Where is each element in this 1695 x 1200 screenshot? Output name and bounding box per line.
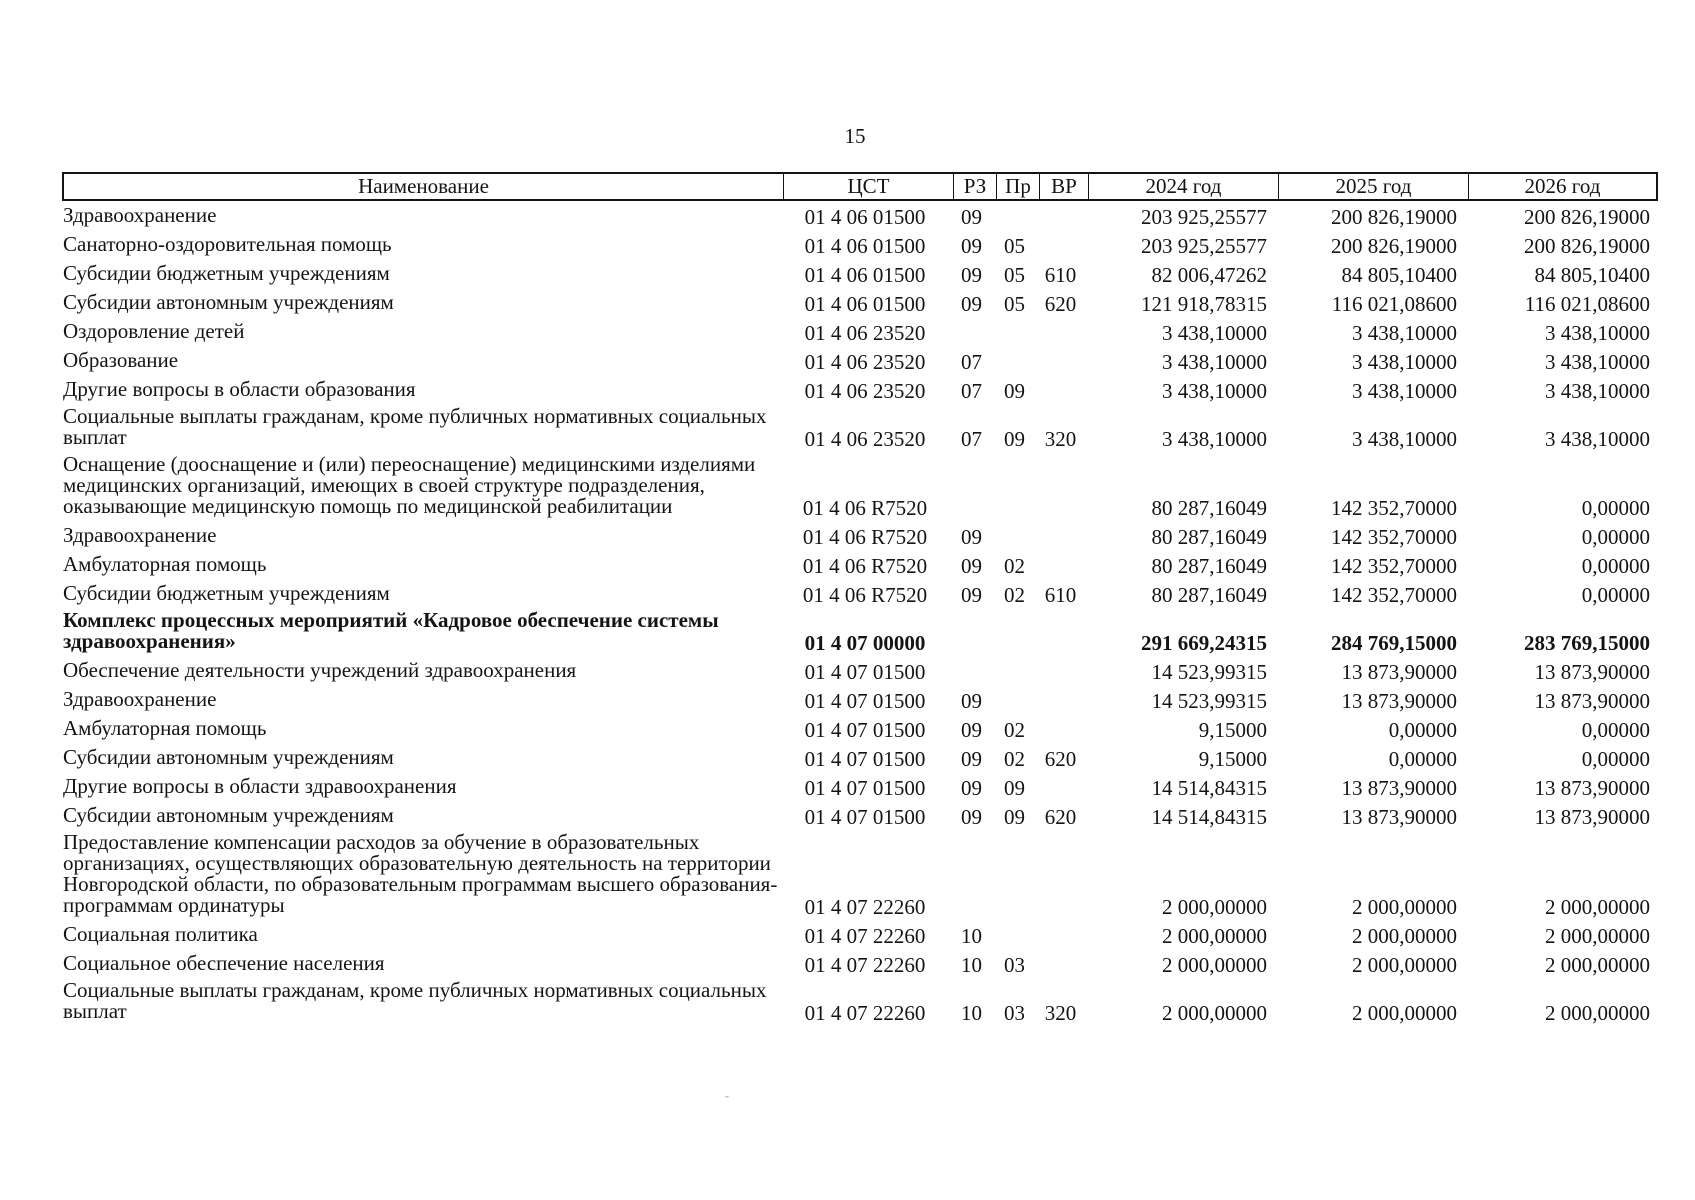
cell-y2024: 80 287,16049 (1151, 583, 1267, 607)
table-row (62, 608, 1658, 656)
cell-y2026: 200 826,19000 (1524, 205, 1650, 229)
cell-cst: 01 4 06 23520 (804, 350, 926, 374)
cell-name: Социальная политика (63, 922, 258, 946)
cell-vr: 320 (1044, 427, 1077, 451)
cell-y2026: 2 000,00000 (1545, 895, 1650, 919)
cell-name: Оздоровление детей (63, 319, 245, 343)
cell-name: Другие вопросы в области здравоохранения (63, 774, 457, 798)
cell-y2024: 14 514,84315 (1151, 776, 1267, 800)
cell-y2026: 2 000,00000 (1545, 924, 1650, 948)
cell-cst: 01 4 06 23520 (804, 379, 926, 403)
cell-rz: 10 (961, 953, 982, 977)
table-row (62, 230, 1658, 259)
cell-y2025: 142 352,70000 (1331, 525, 1457, 549)
cell-name: Социальное обеспечение населения (63, 951, 385, 975)
cell-y2025: 116 021,08600 (1331, 292, 1457, 316)
table-row (62, 949, 1658, 978)
cell-y2024: 2 000,00000 (1162, 895, 1267, 919)
cell-rz: 09 (961, 718, 982, 742)
cell-y2026: 13 873,90000 (1534, 660, 1650, 684)
cell-pr: 02 (1004, 583, 1025, 607)
cell-y2024: 3 438,10000 (1162, 350, 1267, 374)
cell-y2026: 84 805,10400 (1534, 263, 1650, 287)
cell-y2024: 9,15000 (1198, 747, 1267, 771)
cell-vr: 620 (1044, 292, 1077, 316)
cell-y2026: 3 438,10000 (1545, 379, 1650, 403)
header-2024: 2024 год (1089, 174, 1279, 199)
cell-y2026: 0,00000 (1581, 747, 1650, 771)
cell-y2026: 13 873,90000 (1534, 776, 1650, 800)
table-row (62, 772, 1658, 801)
cell-y2026: 3 438,10000 (1545, 427, 1650, 451)
cell-vr: 620 (1044, 747, 1077, 771)
cell-y2025: 200 826,19000 (1331, 205, 1457, 229)
cell-pr: 02 (1004, 718, 1025, 742)
cell-name: Субсидии бюджетным учреждениям (63, 261, 390, 285)
cell-cst: 01 4 06 23520 (804, 321, 926, 345)
cell-y2024: 203 925,25577 (1141, 234, 1267, 258)
cell-pr: 09 (1004, 805, 1025, 829)
header-cst: ЦСТ (784, 174, 954, 199)
cell-rz: 10 (961, 924, 982, 948)
cell-y2024: 3 438,10000 (1162, 427, 1267, 451)
cell-y2026: 116 021,08600 (1524, 292, 1650, 316)
table-row (62, 375, 1658, 404)
table-row (62, 346, 1658, 375)
table-row (62, 317, 1658, 346)
cell-name: Здравоохранение (63, 687, 217, 711)
cell-pr: 02 (1004, 554, 1025, 578)
cell-y2024: 291 669,24315 (1141, 631, 1267, 655)
cell-y2025: 13 873,90000 (1341, 776, 1457, 800)
cell-name: Санаторно-оздоровительная помощь (63, 232, 392, 256)
table-row (62, 579, 1658, 608)
cell-y2025: 142 352,70000 (1331, 554, 1457, 578)
cell-y2025: 200 826,19000 (1331, 234, 1457, 258)
cell-y2024: 14 523,99315 (1151, 660, 1267, 684)
cell-pr: 02 (1004, 747, 1025, 771)
cell-y2026: 200 826,19000 (1524, 234, 1650, 258)
cell-rz: 09 (961, 583, 982, 607)
table-row (62, 201, 1658, 230)
cell-y2024: 82 006,47262 (1151, 263, 1267, 287)
cell-y2024: 2 000,00000 (1162, 924, 1267, 948)
header-vr: ВР (1040, 174, 1089, 199)
cell-pr: 09 (1004, 379, 1025, 403)
cell-rz: 09 (961, 263, 982, 287)
cell-cst: 01 4 06 01500 (804, 205, 926, 229)
cell-rz: 09 (961, 205, 982, 229)
cell-rz: 07 (961, 379, 982, 403)
cell-y2025: 284 769,15000 (1331, 631, 1457, 655)
cell-y2024: 2 000,00000 (1162, 953, 1267, 977)
cell-pr: 09 (1004, 427, 1025, 451)
cell-rz: 07 (961, 427, 982, 451)
cell-y2025: 3 438,10000 (1352, 321, 1457, 345)
cell-name: Социальные выплаты гражданам, кроме публичных нормативных социальных выплат (63, 978, 767, 1023)
cell-cst: 01 4 06 R7520 (802, 525, 928, 549)
cell-name: Амбулаторная помощь (63, 552, 267, 576)
cell-y2024: 2 000,00000 (1162, 1001, 1267, 1025)
cell-name: Образование (63, 348, 179, 372)
table-row (62, 259, 1658, 288)
cell-y2024: 80 287,16049 (1151, 554, 1267, 578)
cell-y2024: 3 438,10000 (1162, 321, 1267, 345)
table-row (62, 714, 1658, 743)
cell-y2024: 121 918,78315 (1141, 292, 1267, 316)
table-row (62, 521, 1658, 550)
cell-cst: 01 4 06 01500 (804, 292, 926, 316)
cell-cst: 01 4 07 01500 (804, 689, 926, 713)
cell-name: Здравоохранение (63, 523, 217, 547)
cell-cst: 01 4 06 01500 (804, 234, 926, 258)
table-row (62, 656, 1658, 685)
cell-y2025: 13 873,90000 (1341, 805, 1457, 829)
cell-cst: 01 4 06 R7520 (802, 583, 928, 607)
cell-y2024: 9,15000 (1198, 718, 1267, 742)
table-row (62, 404, 1658, 452)
cell-y2026: 0,00000 (1581, 525, 1650, 549)
cell-name: Субсидии бюджетным учреждениям (63, 581, 390, 605)
cell-y2025: 142 352,70000 (1331, 496, 1457, 520)
cell-y2026: 283 769,15000 (1524, 631, 1650, 655)
header-2026: 2026 год (1524, 174, 1601, 198)
cell-cst: 01 4 07 01500 (804, 805, 926, 829)
cell-y2025: 2 000,00000 (1352, 895, 1457, 919)
cell-y2026: 13 873,90000 (1534, 805, 1650, 829)
cell-y2026: 0,00000 (1581, 718, 1650, 742)
cell-y2024: 14 514,84315 (1151, 805, 1267, 829)
cell-cst: 01 4 06 01500 (804, 263, 926, 287)
cell-cst: 01 4 07 22260 (804, 924, 926, 948)
cell-y2025: 13 873,90000 (1341, 660, 1457, 684)
cell-rz: 09 (961, 805, 982, 829)
cell-pr: 03 (1004, 1001, 1025, 1025)
cell-y2025: 2 000,00000 (1352, 1001, 1457, 1025)
cell-vr: 620 (1044, 805, 1077, 829)
cell-y2025: 3 438,10000 (1352, 379, 1457, 403)
cell-name: Субсидии автономным учреждениям (63, 745, 394, 769)
cell-rz: 09 (961, 554, 982, 578)
cell-y2024: 3 438,10000 (1162, 379, 1267, 403)
cell-rz: 09 (961, 747, 982, 771)
page-number: 15 (844, 124, 866, 148)
cell-y2026: 2 000,00000 (1545, 953, 1650, 977)
cell-y2025: 3 438,10000 (1352, 350, 1457, 374)
cell-y2025: 142 352,70000 (1331, 583, 1457, 607)
cell-y2026: 0,00000 (1581, 554, 1650, 578)
cell-y2026: 2 000,00000 (1545, 1001, 1650, 1025)
cell-vr: 610 (1044, 583, 1077, 607)
table-row (62, 801, 1658, 830)
header-name: Наименование (64, 174, 784, 199)
cell-y2024: 80 287,16049 (1151, 525, 1267, 549)
cell-pr: 05 (1004, 292, 1025, 316)
cell-name: Оснащение (дооснащение и (или) переоснащение) медицинскими изделиями медицинских организаций, имеющих в своей структуре подразделения, оказывающие медицинскую помощь по медицинской реабилитации (63, 452, 756, 518)
cell-cst: 01 4 06 R7520 (802, 554, 928, 578)
table-row (62, 685, 1658, 714)
table-row (62, 830, 1658, 920)
cell-vr: 320 (1044, 1001, 1077, 1025)
table-body (62, 201, 1658, 1026)
cell-rz: 09 (961, 776, 982, 800)
cell-y2025: 84 805,10400 (1341, 263, 1457, 287)
cell-y2026: 3 438,10000 (1545, 350, 1650, 374)
cell-name: Амбулаторная помощь (63, 716, 267, 740)
cell-y2024: 80 287,16049 (1151, 496, 1267, 520)
table-row (62, 452, 1658, 521)
cell-cst: 01 4 07 22260 (804, 895, 926, 919)
header-pr: Пр (997, 174, 1040, 199)
cell-cst: 01 4 06 23520 (804, 427, 926, 451)
cell-y2025: 13 873,90000 (1341, 689, 1457, 713)
cell-rz: 10 (961, 1001, 982, 1025)
table-header (62, 172, 1658, 201)
scan-mark: ˇ (725, 1093, 729, 1107)
cell-cst: 01 4 07 01500 (804, 660, 926, 684)
cell-rz: 09 (961, 525, 982, 549)
cell-y2026: 3 438,10000 (1545, 321, 1650, 345)
cell-cst: 01 4 07 22260 (804, 1001, 926, 1025)
table-row (62, 743, 1658, 772)
cell-pr: 03 (1004, 953, 1025, 977)
header-rz: РЗ (954, 174, 997, 199)
cell-y2026: 0,00000 (1581, 583, 1650, 607)
cell-cst: 01 4 07 00000 (804, 631, 926, 655)
cell-y2024: 14 523,99315 (1151, 689, 1267, 713)
cell-rz: 07 (961, 350, 982, 374)
cell-rz: 09 (961, 234, 982, 258)
cell-cst: 01 4 07 22260 (804, 953, 926, 977)
cell-y2025: 3 438,10000 (1352, 427, 1457, 451)
cell-y2025: 2 000,00000 (1352, 924, 1457, 948)
cell-y2024: 203 925,25577 (1141, 205, 1267, 229)
cell-pr: 05 (1004, 263, 1025, 287)
cell-y2025: 0,00000 (1388, 747, 1457, 771)
cell-name: Субсидии автономным учреждениям (63, 803, 394, 827)
cell-y2025: 0,00000 (1388, 718, 1457, 742)
cell-cst: 01 4 07 01500 (804, 747, 926, 771)
cell-name: Обеспечение деятельности учреждений здравоохранения (63, 658, 577, 682)
cell-vr: 610 (1044, 263, 1077, 287)
cell-pr: 05 (1004, 234, 1025, 258)
cell-name: Комплекс процессных мероприятий «Кадровое обеспечение системы здравоохранения» (63, 608, 719, 653)
cell-pr: 09 (1004, 776, 1025, 800)
cell-y2026: 13 873,90000 (1534, 689, 1650, 713)
cell-y2026: 0,00000 (1581, 496, 1650, 520)
table-row (62, 978, 1658, 1026)
header-2025: 2025 год (1279, 174, 1469, 199)
cell-cst: 01 4 07 01500 (804, 718, 926, 742)
cell-name: Предоставление компенсации расходов за обучение в образовательных организациях, осуществляющих образовательную деятельность на территории Новгородской области, по образовательным программам высшего образования-программам ординатуры (63, 830, 778, 917)
cell-rz: 09 (961, 689, 982, 713)
cell-cst: 01 4 07 01500 (804, 776, 926, 800)
cell-y2025: 2 000,00000 (1352, 953, 1457, 977)
table-row (62, 550, 1658, 579)
cell-rz: 09 (961, 292, 982, 316)
cell-name: Здравоохранение (63, 203, 217, 227)
cell-name: Социальные выплаты гражданам, кроме публичных нормативных социальных выплат (63, 404, 767, 449)
cell-name: Субсидии автономным учреждениям (63, 290, 394, 314)
table-row (62, 920, 1658, 949)
cell-name: Другие вопросы в области образования (63, 377, 416, 401)
table-row (62, 288, 1658, 317)
cell-cst: 01 4 06 R7520 (802, 496, 928, 520)
